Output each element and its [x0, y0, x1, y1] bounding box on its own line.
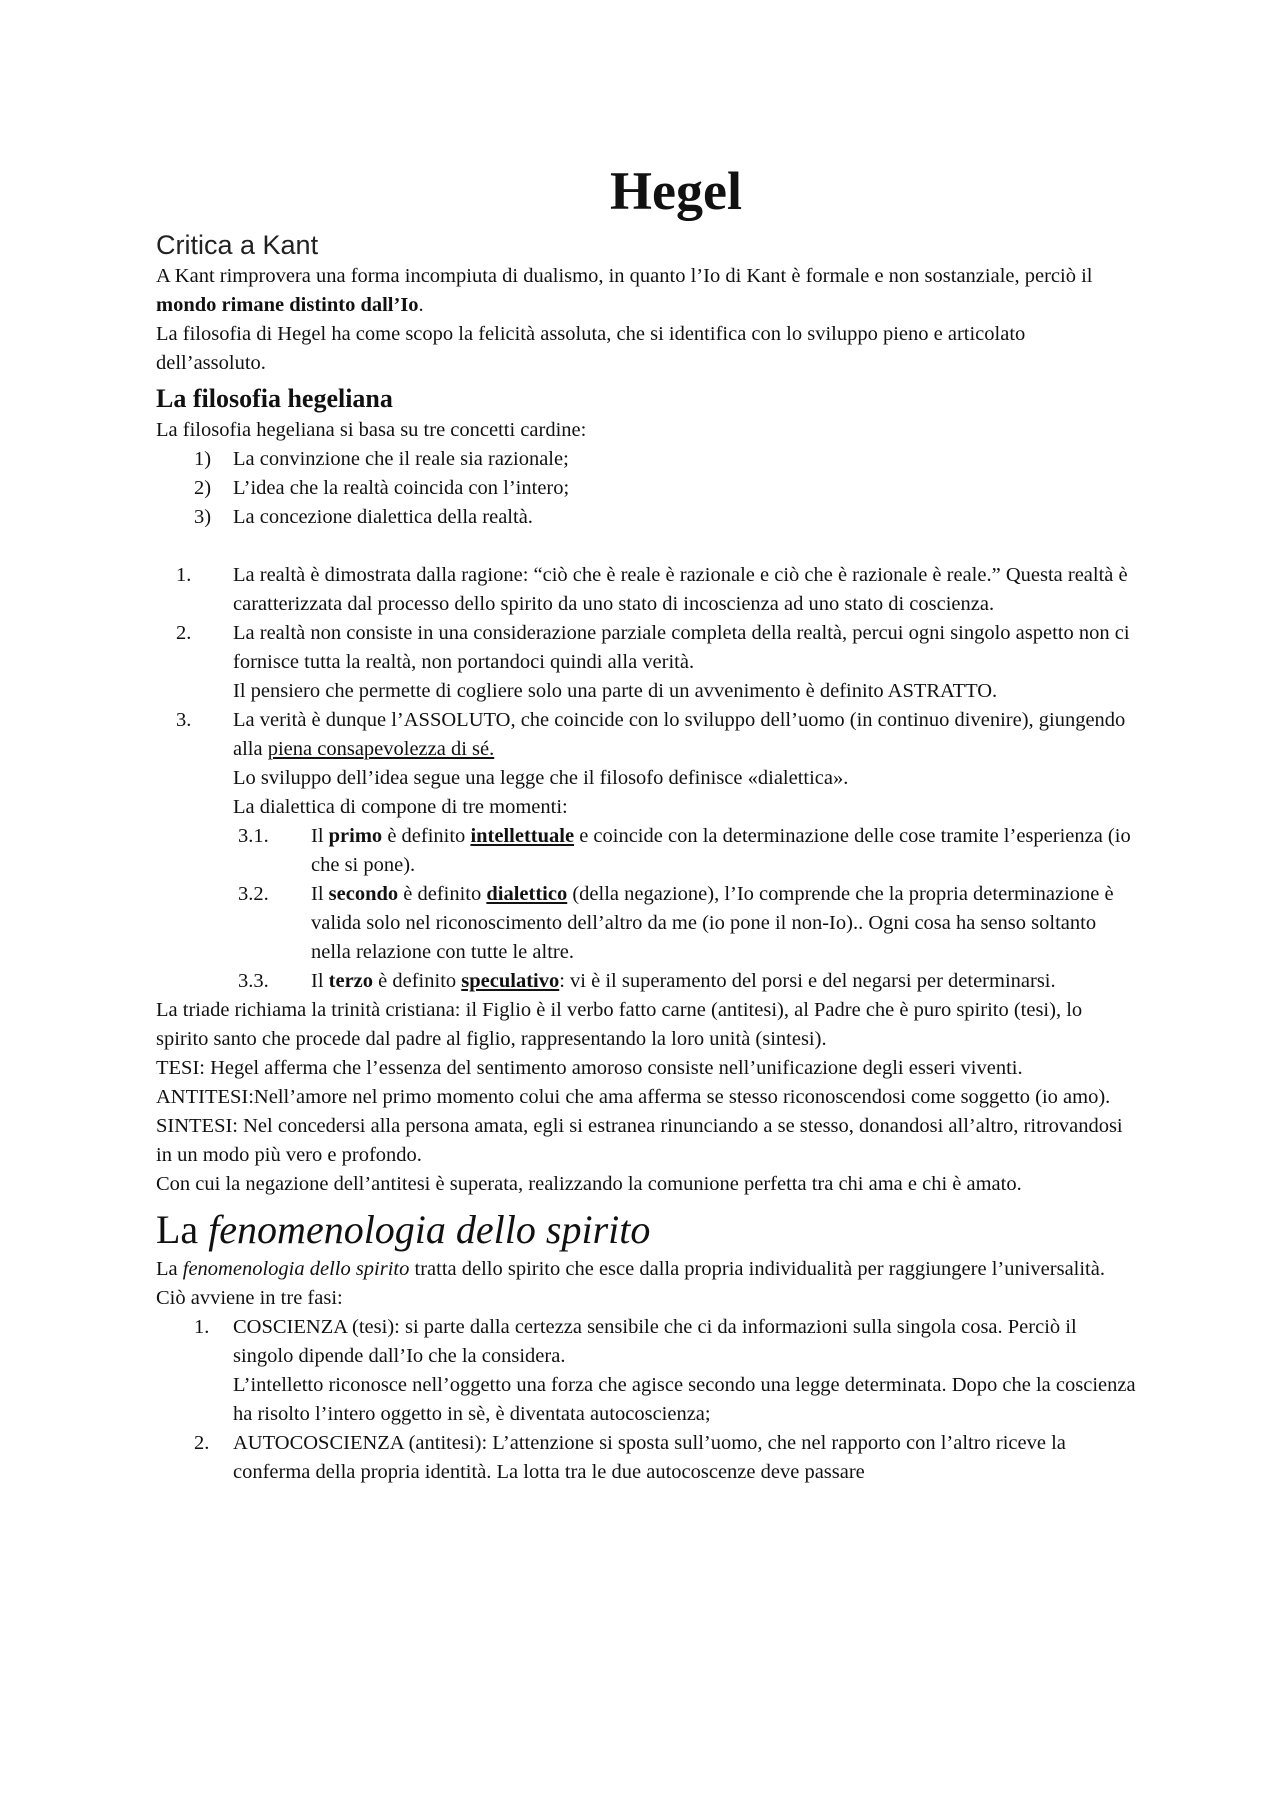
moments-list	[233, 822, 1136, 996]
points-list	[156, 561, 1136, 996]
list-item: 3.1. Il primo è definito intellettuale e coincide con la determinazione delle cose tramite l’esperienza (io che si pone).	[238, 825, 1131, 876]
kant-bold-phrase: mondo rimane distinto dall’Io	[156, 294, 419, 316]
list-item: 2. AUTOCOSCIENZA (antitesi): L’attenzione si sposta sull’uomo, che nel rapporto con l’altro riceve la conferma della propria identità. La lotta tra le due autocoscenze deve passare	[194, 1432, 1066, 1483]
underlined-phrase: piena consapevolezza di sé.	[267, 738, 495, 760]
hegeliana-intro: La filosofia hegeliana si basa su tre concetti cardine:	[156, 419, 587, 441]
paragraph-trinita: La triade richiama la trinità cristiana: il Figlio è il verbo fatto carne (antitesi), al Padre che è puro spirito (tesi), lo spirito santo che procede dal padre al figlio, rappresentando la loro unità (sintesi).	[156, 999, 1083, 1050]
heading-filosofia-hegeliana: La filosofia hegeliana	[156, 384, 393, 413]
list-item: 2. La realtà non consiste in una considerazione parziale completa della realtà, percui ogni singolo aspetto non ci fornisce tutta la realtà, non portandoci quindi alla verità. Il pensiero che permette di cogliere solo una parte di un avvenimento è definito ASTRATTO.	[176, 622, 1130, 702]
list-item: 1. COSCIENZA (tesi): si parte dalla certezza sensibile che ci da informazioni sulla singola cosa. Perciò il singolo dipende dall’Io che la considera. L’intelletto riconosce nell’oggetto una forza che agisce secondo una legge determinata. Dopo che la coscienza ha risolto l’intero oggetto in sè, è diventata autocoscienza;	[194, 1316, 1136, 1425]
list-item: 3) La concezione dialettica della realtà.	[194, 506, 533, 528]
list-item: 2) L’idea che la realtà coincida con l’intero;	[194, 477, 570, 499]
list-item: 1) La convinzione che il reale sia razionale;	[194, 448, 569, 470]
kant-paragraph-2: La filosofia di Hegel ha come scopo la felicità assoluta, che si identifica con lo sviluppo pieno e articolato dell’assoluto.	[156, 323, 1026, 374]
phases-list	[156, 1313, 1136, 1487]
paragraph-sintesi: SINTESI: Nel concedersi alla persona amata, egli si estranea rinunciando a se stesso, donandosi all’altro, ritrovandosi in un modo più vero e profondo.	[156, 1115, 1123, 1166]
paragraph-antitesi: ANTITESI:Nell’amore nel primo momento colui che ama afferma se stesso riconoscendosi come soggetto (io amo).	[156, 1086, 1111, 1108]
document-body	[156, 160, 1136, 1487]
concepts-list	[156, 445, 1136, 532]
heading-critica-kant: Critica a Kant	[156, 230, 319, 260]
paragraph-conclusione: Con cui la negazione dell’antitesi è superata, realizzando la comunione perfetta tra chi ama e chi è amato.	[156, 1173, 1022, 1195]
page-title: Hegel	[610, 161, 742, 221]
fenomenologia-intro: La fenomenologia dello spirito tratta dello spirito che esce dalla propria individualità per raggiungere l’universalità. Ciò avviene in tre fasi:	[156, 1258, 1105, 1309]
heading-fenomenologia: La fenomenologia dello spirito	[156, 1207, 651, 1252]
paragraph-tesi: TESI: Hegel afferma che l’essenza del sentimento amoroso consiste nell’unificazione degli esseri viventi.	[156, 1057, 1023, 1079]
list-item: 3.2. Il secondo è definito dialettico (della negazione), l’Io comprende che la propria determinazione è valida solo nel riconoscimento dell’altro da me (io pone il non-Io).. Ogni cosa ha senso soltanto nella relazione con tutte le altre.	[238, 883, 1114, 963]
spacer	[156, 532, 1136, 561]
list-item: 3.3. Il terzo è definito speculativo: vi è il superamento del porsi e del negarsi per determinarsi.	[238, 970, 1056, 992]
kant-paragraph-1: A Kant rimprovera una forma incompiuta di dualismo, in quanto l’Io di Kant è formale e non sostanziale, perciò il mondo rimane distinto dall’Io.	[156, 265, 1093, 316]
list-item: 1. La realtà è dimostrata dalla ragione: “ciò che è reale è razionale e ciò che è razionale è reale.” Questa realtà è caratterizzata dal processo dello spirito da uno stato di incoscienza ad uno stato di coscienza.	[176, 564, 1128, 615]
list-item: 3. La verità è dunque l’ASSOLUTO, che coincide con lo sviluppo dell’uomo (in continuo divenire), giungendo alla piena consapevolezza di sé. Lo sviluppo dell’idea segue una legge che il filosofo definisce «dialettica». La dialettica di compone di tre momenti: 3.1. Il primo è definito intellettuale e coincide con la determinazione delle cose tramite l’esperienza (io che si pone). 3.2. Il secondo è definito dialettico (della negazione), l’Io comprende che la propria determinazione è valida solo nel riconoscimento dell’altro da me (io pone il non-Io).. Ogni cosa ha senso soltanto nella relazione con tutte le altre. 3.3. Il terzo è definito speculativo: vi è il superamento del porsi e del negarsi per determinarsi.	[156, 706, 1136, 996]
